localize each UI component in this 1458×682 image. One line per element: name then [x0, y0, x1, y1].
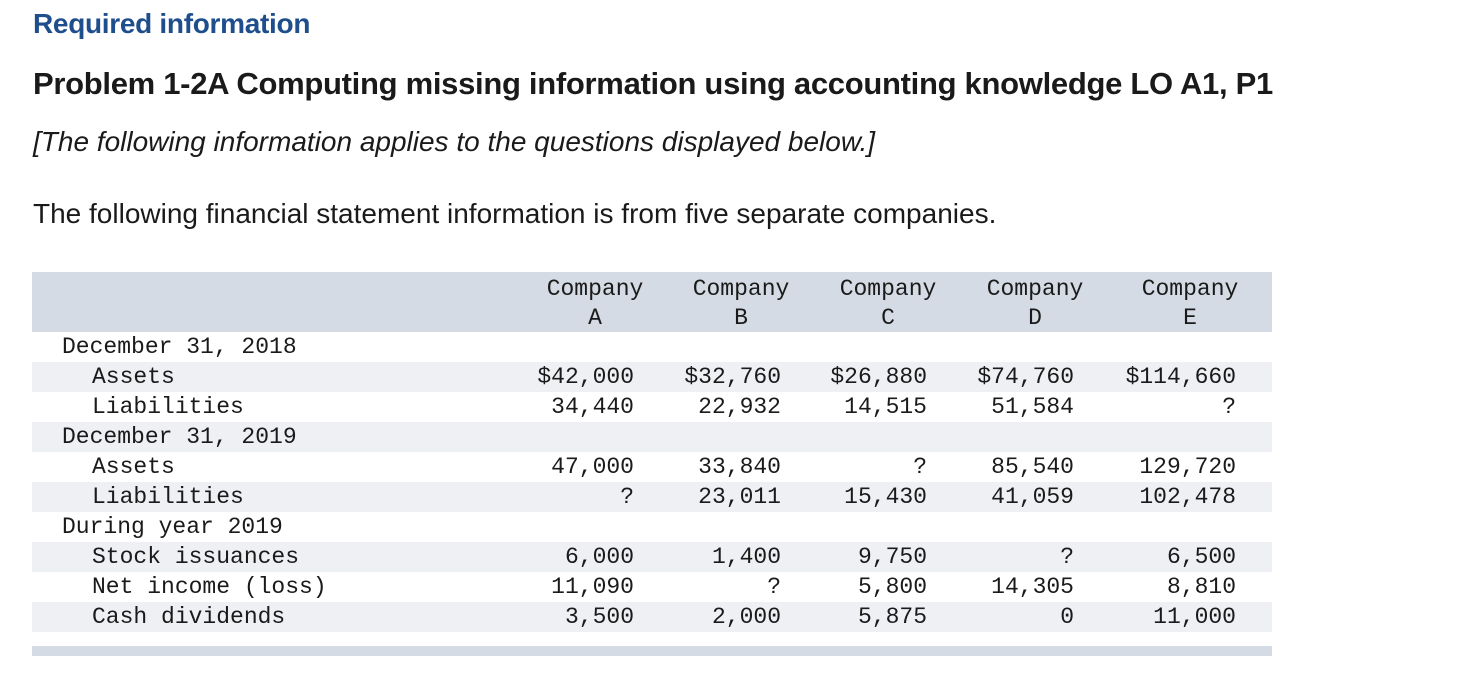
- table-cell: 6,500: [1166, 544, 1236, 570]
- row-label: Liabilities: [92, 394, 244, 420]
- table-cell: 11,000: [1153, 604, 1236, 630]
- column-header-company-c: [828, 275, 948, 333]
- table-row: [32, 542, 1272, 572]
- row-label: Net income (loss): [92, 574, 327, 600]
- table-cell: 102,478: [1139, 484, 1236, 510]
- table-cell: 15,430: [844, 484, 927, 510]
- table-cell: $32,760: [684, 364, 781, 390]
- column-header-line1: Company: [692, 276, 790, 302]
- table-footer-bar: [32, 646, 1272, 656]
- column-header-line2: B: [734, 305, 748, 331]
- table-cell: 0: [1060, 604, 1074, 630]
- table-row: [32, 362, 1272, 392]
- table-cell: 9,750: [857, 544, 927, 570]
- row-label: Cash dividends: [92, 604, 286, 630]
- table-row: [32, 392, 1272, 422]
- table-cell: 5,875: [857, 604, 927, 630]
- table-cell: 8,810: [1166, 574, 1236, 600]
- column-header-company-e: [1130, 275, 1250, 333]
- table-row: [32, 452, 1272, 482]
- column-header-line1: Company: [986, 276, 1084, 302]
- table-row: [32, 482, 1272, 512]
- problem-title: Problem 1-2A Computing missing information using accounting knowledge LO A1, P1: [33, 66, 1273, 101]
- table-row: [32, 572, 1272, 602]
- section-label: December 31, 2019: [62, 424, 297, 450]
- table-cell: ?: [913, 454, 927, 480]
- column-header-line1: Company: [839, 276, 937, 302]
- table-cell: 14,305: [991, 574, 1074, 600]
- column-header-line2: D: [1028, 305, 1042, 331]
- table-row: [32, 602, 1272, 632]
- table-cell: 47,000: [551, 454, 634, 480]
- intro-text: The following financial statement information is from five separate companies.: [33, 198, 997, 229]
- table-cell: 14,515: [844, 394, 927, 420]
- table-cell: $74,760: [977, 364, 1074, 390]
- applies-note: [The following information applies to the questions displayed below.]: [33, 126, 876, 157]
- column-header-company-b: [681, 275, 801, 333]
- table-section-row: [32, 332, 1272, 362]
- column-header-line1: Company: [1141, 276, 1239, 302]
- column-header-line2: C: [881, 305, 895, 331]
- table-section-row: [32, 422, 1272, 452]
- section-label: December 31, 2018: [62, 334, 297, 360]
- table-cell: 85,540: [991, 454, 1074, 480]
- table-cell: 11,090: [551, 574, 634, 600]
- row-label: Assets: [92, 454, 175, 480]
- column-header-line2: E: [1183, 305, 1197, 331]
- column-header-company-a: [535, 275, 655, 333]
- table-cell: 129,720: [1139, 454, 1236, 480]
- table-cell: 22,932: [698, 394, 781, 420]
- table-cell: ?: [620, 484, 634, 510]
- table-header: [32, 272, 1272, 332]
- table-cell: ?: [1060, 544, 1074, 570]
- table-cell: 41,059: [991, 484, 1074, 510]
- table-cell: 3,500: [564, 604, 634, 630]
- table-cell: 5,800: [857, 574, 927, 600]
- table-cell: 34,440: [551, 394, 634, 420]
- table-cell: $42,000: [537, 364, 634, 390]
- required-information-label: Required information: [33, 8, 311, 39]
- table-cell: ?: [767, 574, 781, 600]
- table-cell: ?: [1222, 394, 1236, 420]
- table-cell: 1,400: [711, 544, 781, 570]
- table-cell: 2,000: [711, 604, 781, 630]
- table-cell: 6,000: [564, 544, 634, 570]
- table-section-row: [32, 512, 1272, 542]
- column-header-line2: A: [588, 305, 602, 331]
- table-body: [32, 332, 1272, 632]
- section-label: During year 2019: [62, 514, 283, 540]
- column-header-line1: Company: [546, 276, 644, 302]
- financial-table: [32, 272, 1272, 656]
- table-cell: 33,840: [698, 454, 781, 480]
- table-cell: $114,660: [1125, 364, 1236, 390]
- row-label: Assets: [92, 364, 175, 390]
- table-cell: 51,584: [991, 394, 1074, 420]
- row-label: Liabilities: [92, 484, 244, 510]
- row-label: Stock issuances: [92, 544, 300, 570]
- column-header-company-d: [975, 275, 1095, 333]
- table-cell: $26,880: [830, 364, 927, 390]
- table-cell: 23,011: [698, 484, 781, 510]
